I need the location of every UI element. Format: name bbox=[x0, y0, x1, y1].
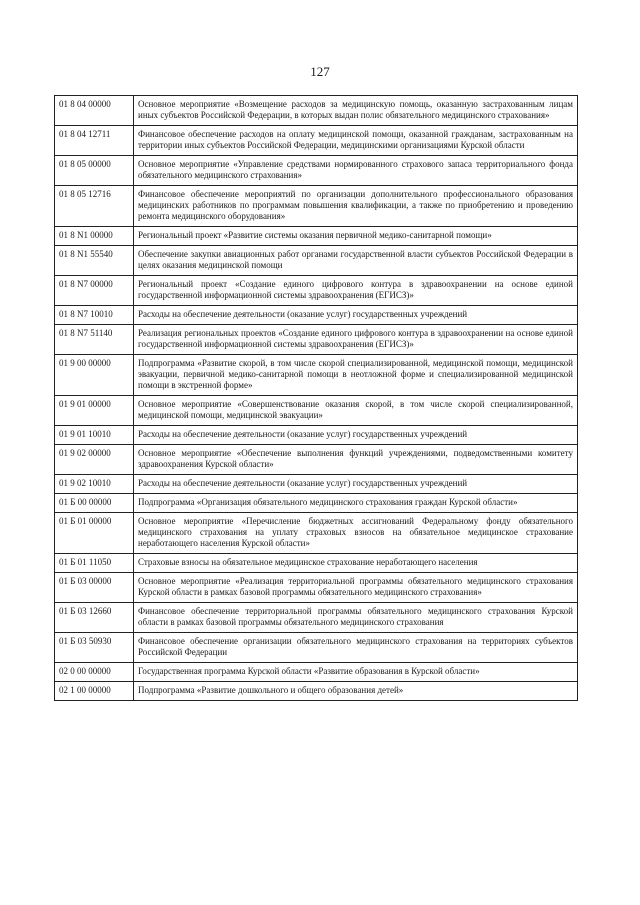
table-row bbox=[55, 355, 578, 396]
target-article-description: Реализация региональных проектов «Создание единого цифрового контура в здравоохранении на основе единой государственной информационной системы здравоохранения (ЕГИСЗ)» bbox=[134, 325, 578, 355]
target-article-code: 01 8 05 00000 bbox=[55, 156, 134, 186]
target-article-code: 01 8 N7 00000 bbox=[55, 276, 134, 306]
table-row bbox=[55, 96, 578, 126]
target-article-description: Региональный проект «Развитие системы оказания первичной медико-санитарной помощи» bbox=[134, 227, 578, 246]
target-article-description: Расходы на обеспечение деятельности (оказание услуг) государственных учреждений bbox=[134, 306, 578, 325]
table-row bbox=[55, 246, 578, 276]
target-article-description: Основное мероприятие «Реализация территориальной программы обязательного медицинского страхования Курской области в рамках базовой программы обязательного медицинского страхования» bbox=[134, 573, 578, 603]
table-row bbox=[55, 573, 578, 603]
target-article-description: Обеспечение закупки авиационных работ органами государственной власти субъектов Российской Федерации в целях оказания медицинской помощи bbox=[134, 246, 578, 276]
target-article-code: 01 8 N1 00000 bbox=[55, 227, 134, 246]
target-article-code: 01 8 N1 55540 bbox=[55, 246, 134, 276]
target-article-description: Государственная программа Курской области «Развитие образования в Курской области» bbox=[134, 663, 578, 682]
target-article-code: 01 Б 03 50930 bbox=[55, 633, 134, 663]
target-article-description: Финансовое обеспечение расходов на оплату медицинской помощи, оказанной гражданам, застрахованным на территории иных субъектов Российской Федерации, медицинскими организациями Курской области bbox=[134, 126, 578, 156]
target-article-code: 01 Б 01 11050 bbox=[55, 554, 134, 573]
target-article-code: 01 9 02 00000 bbox=[55, 445, 134, 475]
target-article-description: Расходы на обеспечение деятельности (оказание услуг) государственных учреждений bbox=[134, 475, 578, 494]
table-row bbox=[55, 682, 578, 701]
target-article-description: Подпрограмма «Организация обязательного медицинского страхования граждан Курской области» bbox=[134, 494, 578, 513]
table-row bbox=[55, 325, 578, 355]
table-row bbox=[55, 276, 578, 306]
table-row bbox=[55, 426, 578, 445]
target-article-code: 01 9 02 10010 bbox=[55, 475, 134, 494]
table-row bbox=[55, 126, 578, 156]
target-article-code: 01 9 01 10010 bbox=[55, 426, 134, 445]
target-article-description: Финансовое обеспечение организации обязательного медицинского страхования на территориях субъектов Российской Федерации bbox=[134, 633, 578, 663]
target-article-description: Финансовое обеспечение мероприятий по организации дополнительного профессионального образования медицинских работников по программам повышения квалификации, а также по приобретению и проведению ремонта медицинского оборудования» bbox=[134, 186, 578, 227]
target-article-description: Страховые взносы на обязательное медицинское страхование неработающего населения bbox=[134, 554, 578, 573]
target-article-description: Подпрограмма «Развитие дошкольного и общего образования детей» bbox=[134, 682, 578, 701]
target-article-code: 01 Б 03 00000 bbox=[55, 573, 134, 603]
target-article-description: Финансовое обеспечение территориальной программы обязательного медицинского страхования Курской области в рамках базовой программы обязательного медицинского страхования bbox=[134, 603, 578, 633]
target-article-code: 01 9 00 00000 bbox=[55, 355, 134, 396]
table-row bbox=[55, 513, 578, 554]
target-article-code: 01 9 01 00000 bbox=[55, 396, 134, 426]
target-article-description: Основное мероприятие «Возмещение расходов за медицинскую помощь, оказанную застрахованным лицам иных субъектов Российской Федерации, в которых выдан полис обязательного медицинского страхования» bbox=[134, 96, 578, 126]
target-article-code: 02 0 00 00000 bbox=[55, 663, 134, 682]
target-article-description: Региональный проект «Создание единого цифрового контура в здравоохранении на основе единой государственной информационной системы здравоохранения (ЕГИСЗ)» bbox=[134, 276, 578, 306]
target-article-code: 01 Б 00 00000 bbox=[55, 494, 134, 513]
target-article-code: 01 Б 03 12660 bbox=[55, 603, 134, 633]
target-article-description: Основное мероприятие «Управление средствами нормированного страхового запаса территориального фонда обязательного медицинского страхования» bbox=[134, 156, 578, 186]
budget-classification-table bbox=[54, 95, 578, 701]
target-article-code: 01 8 05 12716 bbox=[55, 186, 134, 227]
table-row bbox=[55, 156, 578, 186]
table-row bbox=[55, 554, 578, 573]
target-article-code: 01 8 N7 51140 bbox=[55, 325, 134, 355]
table-row bbox=[55, 494, 578, 513]
table-row bbox=[55, 396, 578, 426]
table-row bbox=[55, 227, 578, 246]
target-article-description: Основное мероприятие «Перечисление бюджетных ассигнований Федеральному фонду обязательного медицинского страхования на уплату страховых взносов на обязательное медицинское страхование неработающего населения Курской области» bbox=[134, 513, 578, 554]
target-article-description: Основное мероприятие «Совершенствование оказания скорой, в том числе скорой специализированной, медицинской помощи, медицинской эвакуации» bbox=[134, 396, 578, 426]
target-article-code: 01 8 04 12711 bbox=[55, 126, 134, 156]
target-article-code: 01 8 04 00000 bbox=[55, 96, 134, 126]
target-article-code: 02 1 00 00000 bbox=[55, 682, 134, 701]
target-article-code: 01 Б 01 00000 bbox=[55, 513, 134, 554]
table-row bbox=[55, 603, 578, 633]
table-row bbox=[55, 445, 578, 475]
target-article-description: Расходы на обеспечение деятельности (оказание услуг) государственных учреждений bbox=[134, 426, 578, 445]
target-article-code: 01 8 N7 10010 bbox=[55, 306, 134, 325]
table-body bbox=[55, 96, 578, 701]
table-row bbox=[55, 186, 578, 227]
table-row bbox=[55, 633, 578, 663]
table-row bbox=[55, 306, 578, 325]
table-row bbox=[55, 663, 578, 682]
target-article-description: Основное мероприятие «Обеспечение выполнения функций учреждениями, подведомственными комитету здравоохранения Курской области» bbox=[134, 445, 578, 475]
target-article-description: Подпрограмма «Развитие скорой, в том числе скорой специализированной, медицинской помощи, медицинской эвакуации, первичной медико-санитарной помощи в неотложной форме и специализированной медицинской помощи в экстренной форме» bbox=[134, 355, 578, 396]
page-number: 127 bbox=[310, 64, 330, 79]
table-row bbox=[55, 475, 578, 494]
